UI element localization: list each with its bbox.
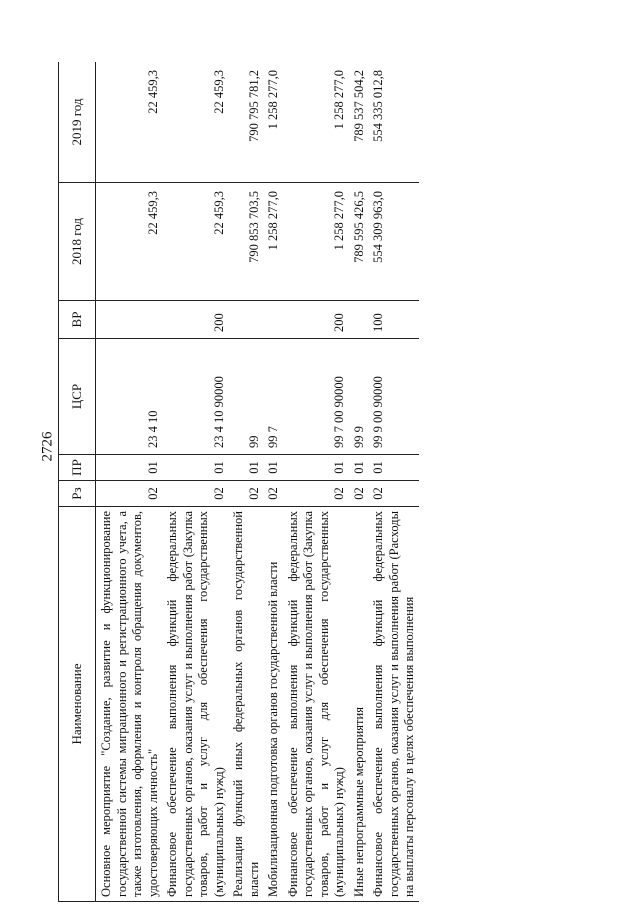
row-vr — [228, 301, 263, 339]
row-csr: 99 9 00 90000 — [368, 339, 419, 455]
row-pr: 01 — [368, 455, 419, 481]
row-vr: 100 — [368, 301, 419, 339]
row-rz: 02 — [228, 481, 263, 507]
table-row — [263, 62, 283, 902]
row-rz: 02 — [283, 481, 349, 507]
row-pr: 01 — [96, 455, 163, 481]
row-2019: 1 258 277,0 — [263, 62, 283, 183]
page-number: 2726 — [39, 431, 56, 462]
table-row — [283, 62, 349, 902]
row-csr: 99 — [228, 339, 263, 455]
row-pr: 01 — [263, 455, 283, 481]
row-csr: 23 4 10 — [96, 339, 163, 455]
row-csr: 23 4 10 90000 — [162, 339, 228, 455]
budget-table — [58, 62, 419, 902]
row-vr — [96, 301, 163, 339]
table-header-row — [59, 62, 96, 902]
row-2019: 790 795 781,2 — [228, 62, 263, 183]
column-header-2018: 2018 год — [59, 183, 96, 301]
row-vr: 200 — [162, 301, 228, 339]
row-2019: 554 335 012,8 — [368, 62, 419, 183]
row-vr — [263, 301, 283, 339]
row-csr: 99 7 — [263, 339, 283, 455]
row-pr: 01 — [349, 455, 369, 481]
row-2018: 790 853 703,5 — [228, 183, 263, 301]
row-rz: 02 — [349, 481, 369, 507]
rotated-page — [58, 62, 588, 902]
row-rz: 02 — [263, 481, 283, 507]
row-2018: 1 258 277,0 — [283, 183, 349, 301]
row-pr: 01 — [283, 455, 349, 481]
row-2019: 789 537 504,2 — [349, 62, 369, 183]
column-header-name: Наименование — [59, 507, 96, 902]
row-2019: 22 459,3 — [96, 62, 163, 183]
table-row — [228, 62, 263, 902]
row-vr — [349, 301, 369, 339]
column-header-2019: 2019 год — [59, 62, 96, 183]
table-row — [349, 62, 369, 902]
row-2018: 554 309 963,0 — [368, 183, 419, 301]
column-header-pr: ПР — [59, 455, 96, 481]
row-name: Иные непрограммные мероприятия — [349, 507, 369, 902]
row-vr: 200 — [283, 301, 349, 339]
row-2019: 22 459,3 — [162, 62, 228, 183]
row-2018: 1 258 277,0 — [263, 183, 283, 301]
rotated-table-wrapper — [58, 62, 588, 902]
column-header-rz: Рз — [59, 481, 96, 507]
row-name: Финансовое обеспечение выполнения функций федеральных государственных органов, оказания услуг и выполнения работ (Расходы на выплаты персоналу в целях обеспечения выполнения — [368, 507, 419, 902]
row-pr: 01 — [228, 455, 263, 481]
row-rz: 02 — [96, 481, 163, 507]
row-name: Финансовое обеспечение выполнения функций федеральных государственных органов, оказания услуг и выполнения работ (Закупка товаров, работ и услуг для обеспечения государственных (муниципальных) нужд) — [283, 507, 349, 902]
row-name: Основное мероприятие "Создание, развитие и функционирование государственной системы миграционного и регистрационного учета, а также изготовления, оформления и контроля обращения документов, удостоверяющих личность" — [96, 507, 163, 902]
row-csr: 99 7 00 90000 — [283, 339, 349, 455]
row-csr: 99 9 — [349, 339, 369, 455]
table-row — [162, 62, 228, 902]
row-name: Реализация функций иных федеральных органов государственной власти — [228, 507, 263, 902]
row-rz: 02 — [368, 481, 419, 507]
row-name: Финансовое обеспечение выполнения функций федеральных государственных органов, оказания услуг и выполнения работ (Закупка товаров, работ и услуг для обеспечения государственных (муниципальных) нужд) — [162, 507, 228, 902]
table-row — [96, 62, 163, 902]
row-pr: 01 — [162, 455, 228, 481]
table-row — [368, 62, 419, 902]
column-header-vr: ВР — [59, 301, 96, 339]
row-2018: 22 459,3 — [96, 183, 163, 301]
row-rz: 02 — [162, 481, 228, 507]
row-2019: 1 258 277,0 — [283, 62, 349, 183]
row-2018: 789 595 426,5 — [349, 183, 369, 301]
row-name: Мобилизационная подготовка органов государственной власти — [263, 507, 283, 902]
row-2018: 22 459,3 — [162, 183, 228, 301]
column-header-csr: ЦСР — [59, 339, 96, 455]
